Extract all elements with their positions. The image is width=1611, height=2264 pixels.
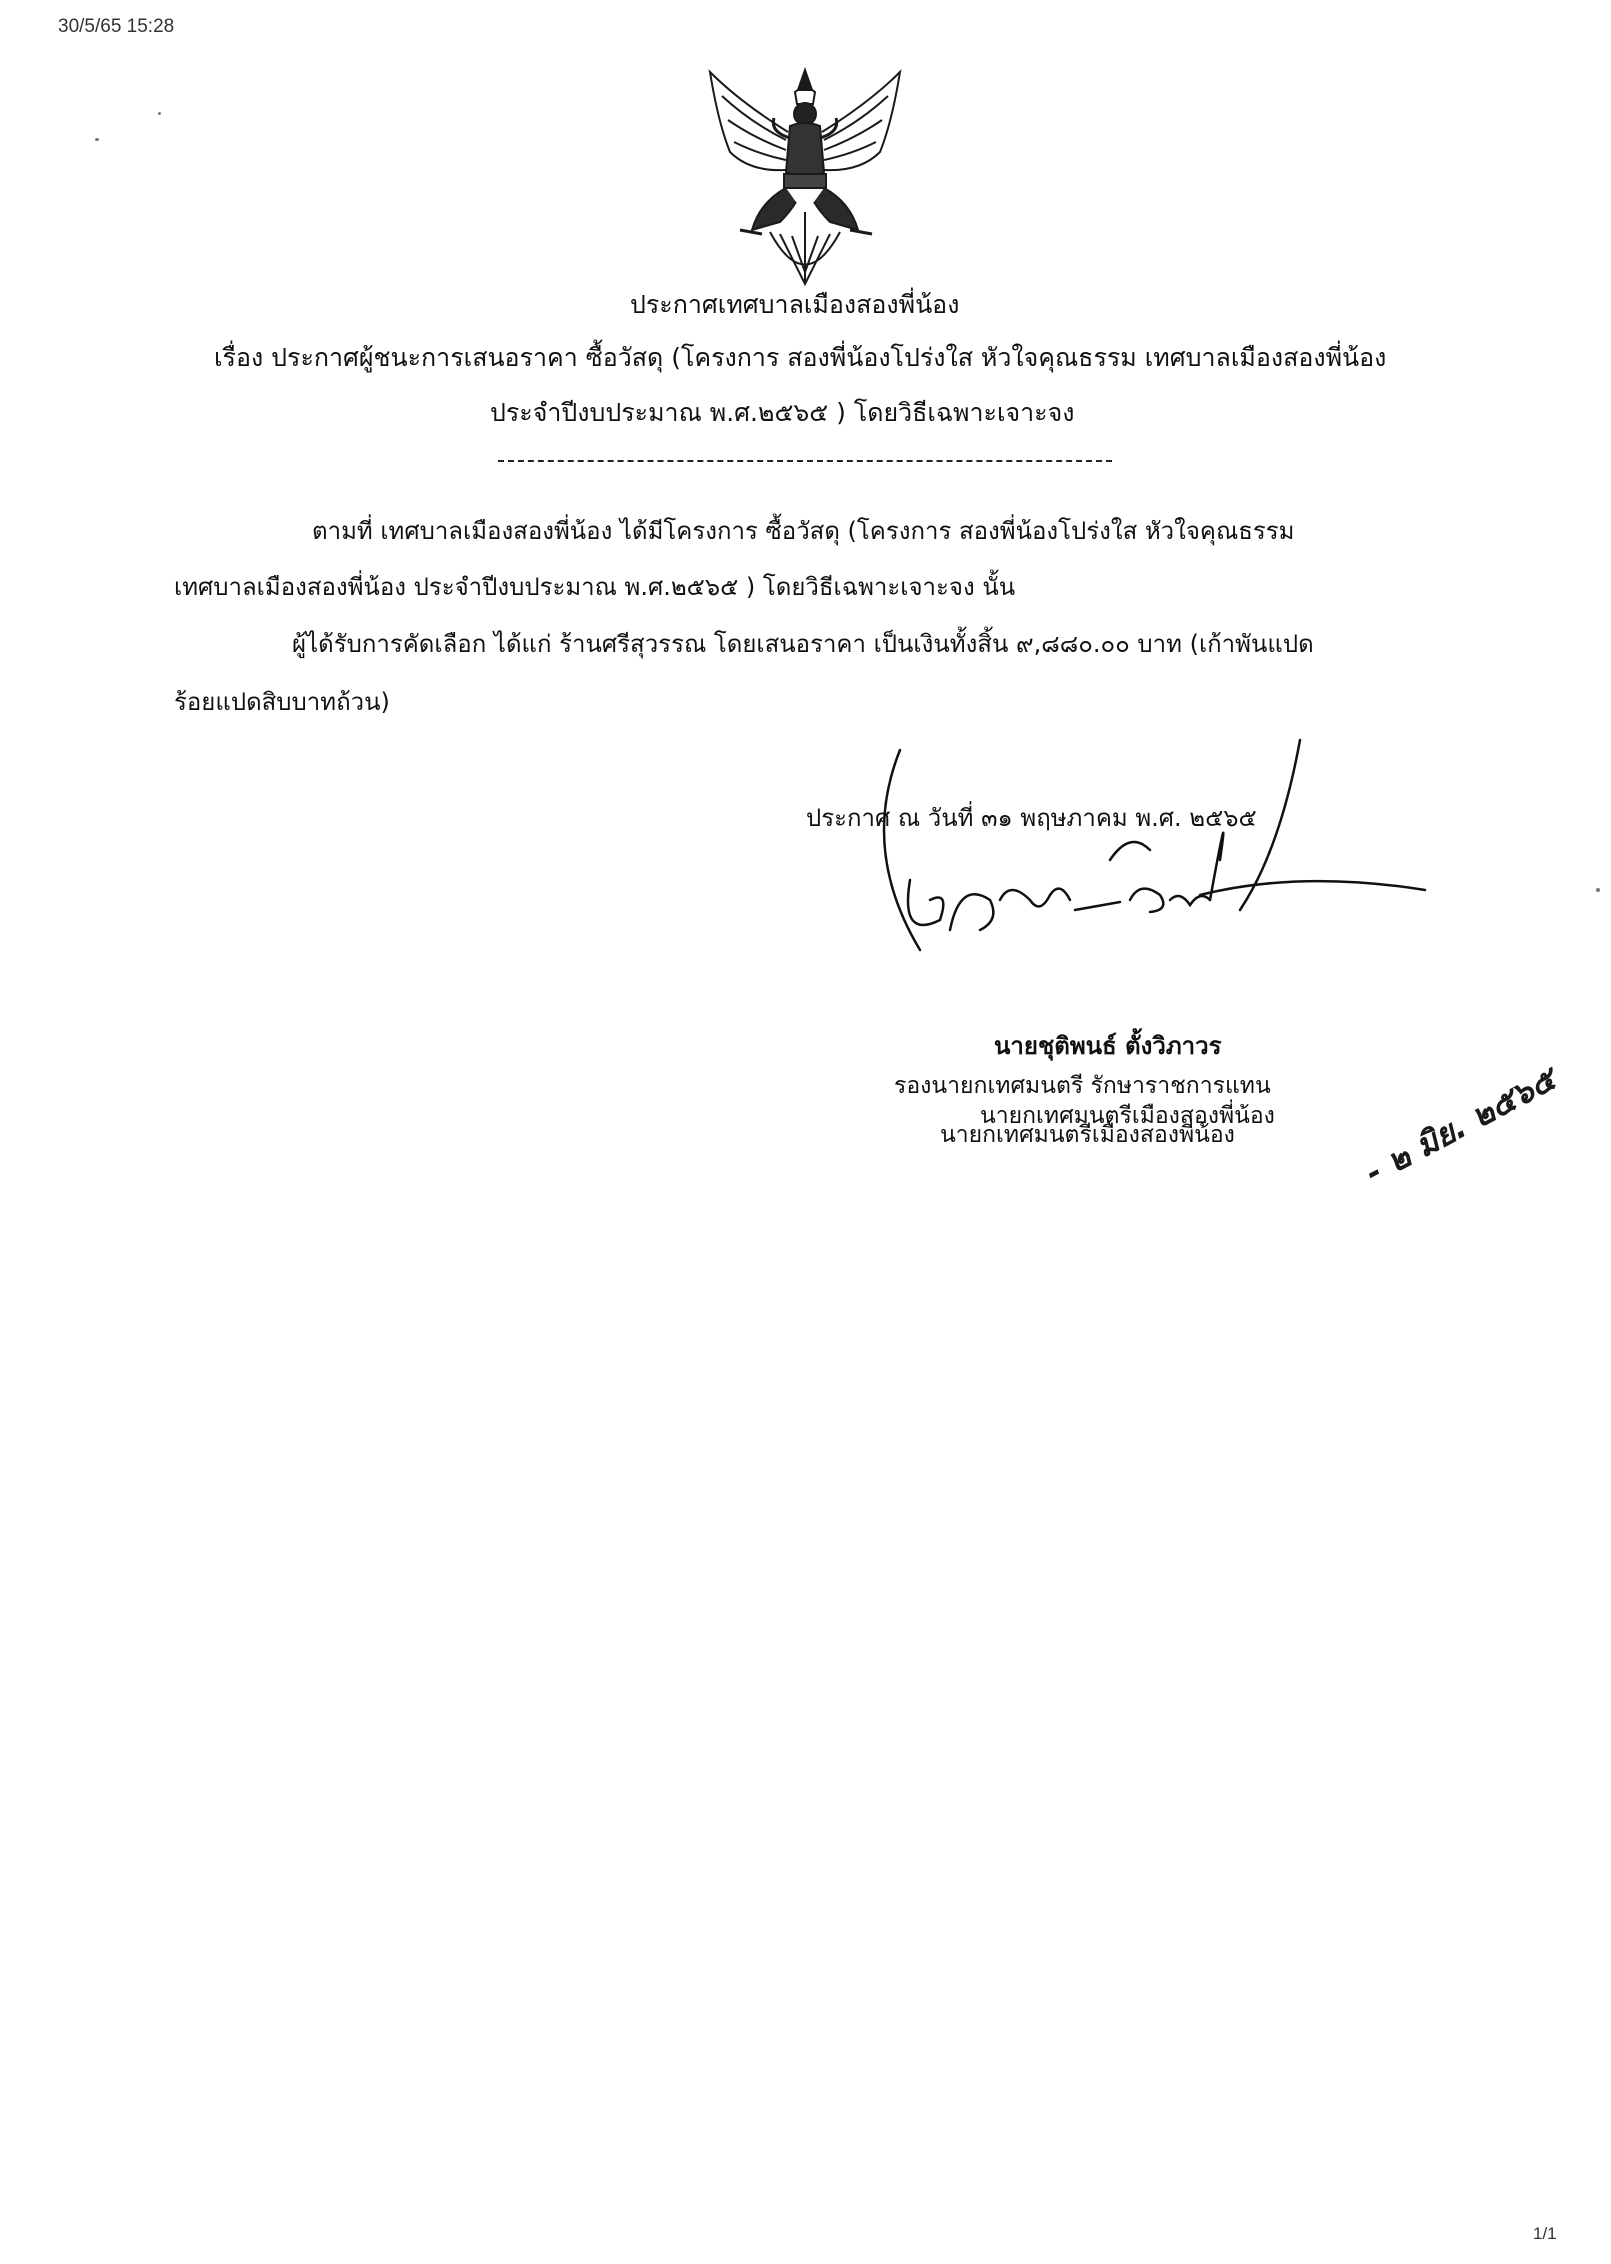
handwritten-signature bbox=[880, 730, 1440, 1030]
print-timestamp: 30/5/65 15:28 bbox=[58, 16, 175, 37]
scan-speck bbox=[95, 138, 99, 141]
handwritten-received-date: - ๒ มิย. ๒๕๖๕ bbox=[1358, 1059, 1562, 1192]
announcement-title: ประกาศเทศบาลเมืองสองพี่น้อง bbox=[630, 290, 960, 319]
divider bbox=[498, 460, 1112, 462]
body-paragraph1-line2: เทศบาลเมืองสองพี่น้อง ประจำปีงบประมาณ พ.ศ.๒๕๖๕ ) โดยวิธีเฉพาะเจาะจง นั้น bbox=[174, 573, 1016, 601]
announce-date: ประกาศ ณ วันที่ ๓๑ พฤษภาคม พ.ศ. ๒๕๖๕ bbox=[806, 804, 1257, 832]
announcement-subject-line1: เรื่อง ประกาศผู้ชนะการเสนอราคา ซื้อวัสดุ (โครงการ สองพี่น้องโปร่งใส หัวใจคุณธรรม เทศบาลเมืองสองพี่น้อง bbox=[214, 343, 1387, 372]
signer-position-line2: นายกเทศมนตรีเมืองสองพี่น้อง bbox=[980, 1103, 1275, 1129]
signer-position-line3: นายกเทศมนตรีเมืองสองพี่น้อง bbox=[940, 1122, 1235, 1148]
announcement-subject-line2: ประจำปีงบประมาณ พ.ศ.๒๕๖๕ ) โดยวิธีเฉพาะเจาะจง bbox=[490, 398, 1075, 427]
signer-name: นายชุติพนธ์ ตั้งวิภาวร bbox=[994, 1032, 1222, 1060]
body-paragraph2-line2: ร้อยแปดสิบบาทถ้วน) bbox=[174, 688, 390, 716]
body-paragraph2-line1: ผู้ได้รับการคัดเลือก ได้แก่ ร้านศรีสุวรรณ โดยเสนอราคา เป็นเงินทั้งสิ้น ๙,๘๘๐.๐๐ บาท (เก้าพันแปด bbox=[292, 630, 1314, 658]
garuda-emblem-icon bbox=[700, 62, 910, 292]
page-number: 1/1 bbox=[1533, 2224, 1557, 2243]
scan-speck bbox=[1596, 888, 1600, 892]
scan-speck bbox=[158, 112, 161, 115]
body-paragraph1-line1: ตามที่ เทศบาลเมืองสองพี่น้อง ได้มีโครงการ ซื้อวัสดุ (โครงการ สองพี่น้องโปร่งใส หัวใจคุณธรรม bbox=[312, 517, 1295, 545]
signer-position-line1: รองนายกเทศมนตรี รักษาราชการแทน bbox=[894, 1073, 1271, 1099]
